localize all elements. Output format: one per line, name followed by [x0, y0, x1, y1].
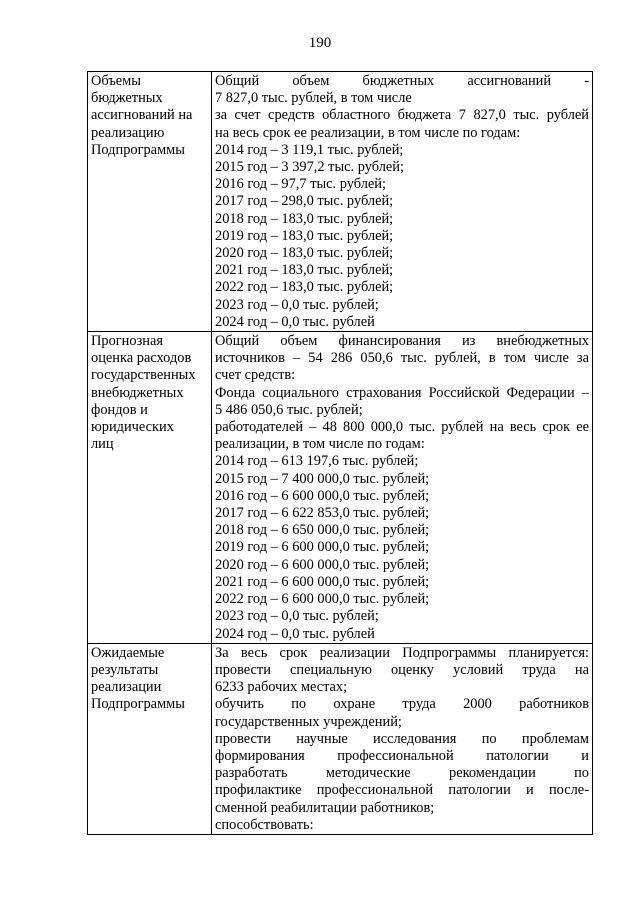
label-line: Подпрограммы [91, 141, 185, 158]
content-line: работодателей – 48 800 000,0 тыс. рублей на весь срок ее [215, 419, 589, 436]
content-line: Общий объем бюджетных ассигнований - [215, 73, 589, 89]
label-line: Прогнозная [91, 333, 163, 350]
row-label-cell [88, 332, 212, 644]
content-line: 2015 год – 7 400 000,0 тыс. рублей; [215, 470, 430, 487]
content-line: 7 827,0 тыс. рублей, в том числе [215, 90, 412, 107]
content-line: 2019 год – 183,0 тыс. рублей; [215, 227, 394, 244]
label-line: фондов и [91, 401, 148, 418]
subprogram-passport-table [87, 71, 593, 835]
row-content-cell [212, 72, 593, 332]
extrabudgetary-funds-row [88, 332, 593, 644]
expected-results-row [88, 643, 593, 834]
content-line: источников – 54 286 050,6 тыс. рублей, в том числе за [215, 350, 589, 367]
content-line: 2022 год – 6 600 000,0 тыс. рублей; [215, 591, 430, 608]
content-line: формирования профессиональной патологии и [215, 747, 589, 764]
row-content-cell [212, 643, 593, 834]
content-line: 2020 год – 183,0 тыс. рублей; [215, 245, 394, 262]
label-line: Ожидаемые [91, 644, 165, 661]
content-line: 2014 год – 3 119,1 тыс. рублей; [215, 141, 404, 158]
label-line: Подпрограммы [91, 696, 185, 713]
content-line: провести научные исследования по проблемам [215, 730, 589, 747]
content-line: 2021 год – 183,0 тыс. рублей; [215, 262, 394, 279]
content-line: 2024 год – 0,0 тыс. рублей [215, 625, 375, 642]
content-line: 2017 год – 6 622 853,0 тыс. рублей; [215, 505, 430, 522]
content-line: 2018 год – 183,0 тыс. рублей; [215, 210, 394, 227]
content-line: провести специальную оценку условий труда на [215, 661, 589, 678]
content-line: обучить по охране труда 2000 работников [215, 696, 589, 713]
content-line: 2023 год – 0,0 тыс. рублей; [215, 608, 379, 625]
content-line: 2016 год – 6 600 000,0 тыс. рублей; [215, 487, 430, 504]
row-label-cell [88, 72, 212, 332]
content-line: государственных учреждений; [215, 713, 402, 730]
label-line: результаты [91, 661, 159, 678]
content-line: счет средств: [215, 367, 296, 384]
content-line: 2015 год – 3 397,2 тыс. рублей; [215, 159, 404, 176]
content-line: 2019 год – 6 600 000,0 тыс. рублей; [215, 539, 430, 556]
page-number: 190 [308, 35, 332, 51]
content-line: 2016 год – 97,7 тыс. рублей; [215, 176, 386, 193]
content-line: 2017 год – 298,0 тыс. рублей; [215, 193, 394, 210]
content-line: 2022 год – 183,0 тыс. рублей; [215, 279, 394, 296]
label-line: ассигнований на [91, 107, 193, 124]
label-line: реализации [91, 679, 162, 696]
label-line: реализацию [91, 124, 165, 141]
content-line: сменной реабилитации работников; [215, 799, 435, 816]
content-line: способствовать: [215, 816, 314, 833]
content-line: профилактике профессиональной патологии и после- [215, 782, 589, 799]
label-line: внебюджетных [91, 384, 184, 401]
row-label-cell [88, 643, 212, 834]
content-line: Фонда социального страхования Российской Федерации – [215, 384, 589, 401]
content-line: Общий объем финансирования из внебюджетных [215, 333, 589, 350]
content-line: За весь срок реализации Подпрограммы планируется: [215, 644, 589, 661]
content-line: 2023 год – 0,0 тыс. рублей; [215, 296, 379, 313]
label-line: Объемы [91, 73, 141, 89]
content-line: за счет средств областного бюджета 7 827,0 тыс. рублей [215, 107, 589, 124]
content-line: 2014 год – 613 197,6 тыс. рублей; [215, 453, 419, 470]
label-line: юридических [91, 419, 174, 436]
budget-allocations-row [88, 72, 593, 332]
label-line: оценка расходов [91, 350, 192, 367]
content-line: на весь срок ее реализации, в том числе по годам: [215, 124, 521, 141]
content-line: 5 486 050,6 тыс. рублей; [215, 401, 363, 418]
content-line: 2020 год – 6 600 000,0 тыс. рублей; [215, 556, 430, 573]
label-line: государственных [91, 367, 196, 384]
content-line: 6233 рабочих местах; [215, 679, 348, 696]
content-line: 2018 год – 6 650 000,0 тыс. рублей; [215, 522, 430, 539]
row-content-cell [212, 332, 593, 644]
content-line: 2024 год – 0,0 тыс. рублей [215, 313, 375, 330]
label-line: бюджетных [91, 90, 163, 107]
content-line: 2021 год – 6 600 000,0 тыс. рублей; [215, 573, 430, 590]
content-line: разработать методические рекомендации по [215, 765, 589, 782]
label-line: лиц [91, 436, 114, 453]
content-line: реализации, в том числе по годам: [215, 436, 425, 453]
